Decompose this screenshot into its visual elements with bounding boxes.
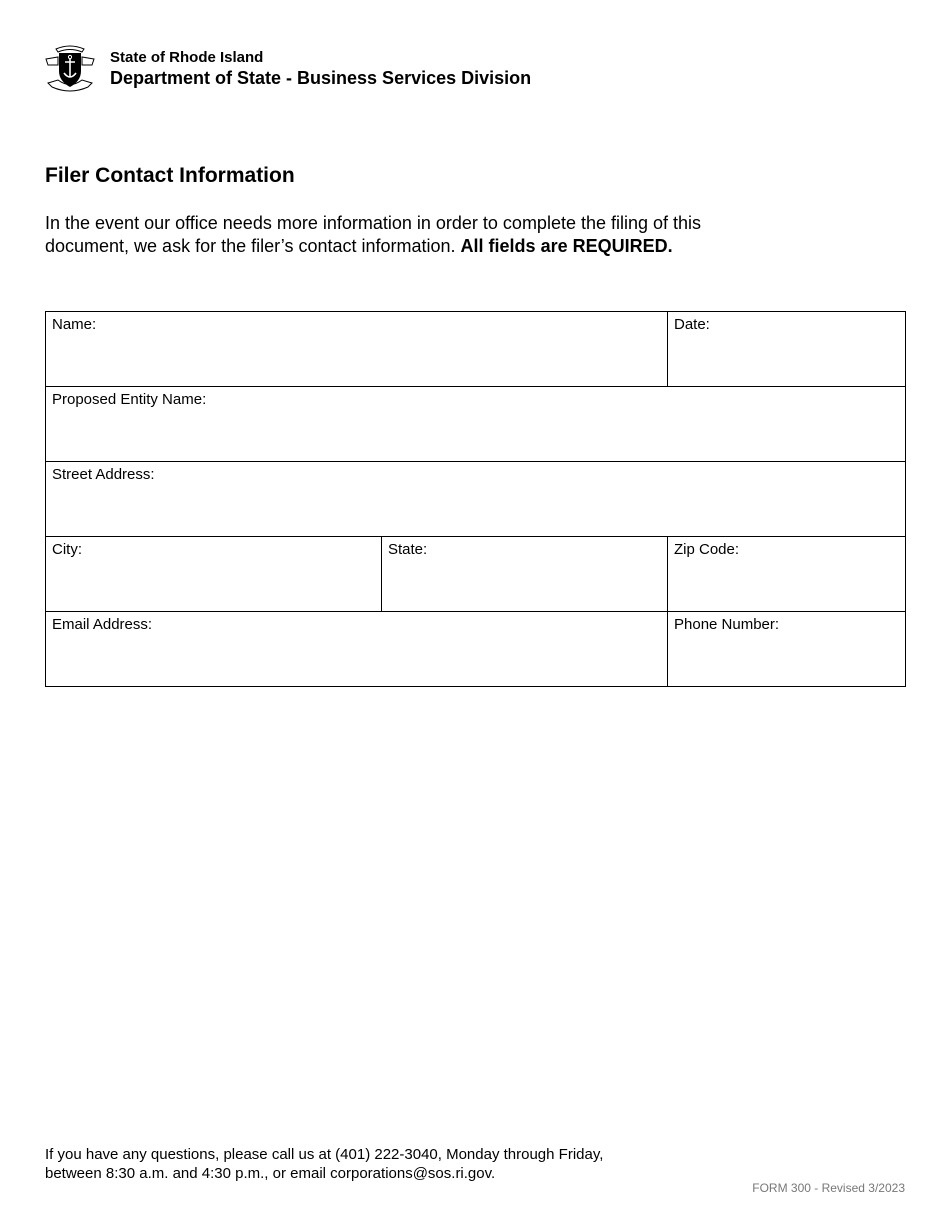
- date-input[interactable]: [674, 339, 899, 356]
- form-row: [46, 312, 906, 387]
- header-text: [110, 48, 531, 89]
- intro-text: In the event our office needs more information in order to complete the filing of this document, we ask for the filer’s contact information.: [45, 213, 702, 256]
- footer-line-2: between 8:30 a.m. and 4:30 p.m., or email corporations@sos.ri.gov.: [45, 1165, 496, 1182]
- footer-contact-text: [45, 1145, 603, 1183]
- zip-cell: [668, 537, 906, 612]
- name-input[interactable]: [52, 339, 661, 356]
- zip-code-label: Zip Code:: [674, 541, 740, 558]
- street-cell: [46, 462, 906, 537]
- page-title: Filer Contact Information: [45, 164, 295, 187]
- city-cell: [46, 537, 382, 612]
- state-label: State:: [388, 541, 428, 558]
- city-label: City:: [52, 541, 82, 558]
- city-input[interactable]: [52, 564, 375, 581]
- page-header: [44, 43, 531, 93]
- intro-paragraph: [45, 212, 765, 258]
- street-address-label: Street Address:: [52, 466, 155, 483]
- phone-number-input[interactable]: [674, 639, 899, 656]
- department-name: Department of State - Business Services Division: [110, 67, 532, 88]
- phone-cell: [668, 612, 906, 687]
- entity-cell: [46, 387, 906, 462]
- email-address-label: Email Address:: [52, 616, 153, 633]
- date-label: Date:: [674, 316, 710, 333]
- email-cell: [46, 612, 668, 687]
- entity-name-input[interactable]: [52, 414, 899, 431]
- form-number: FORM 300 - Revised 3/2023: [752, 1181, 905, 1195]
- state-input[interactable]: [388, 564, 661, 581]
- date-cell: [668, 312, 906, 387]
- rhode-island-seal-icon: [44, 43, 96, 93]
- street-address-input[interactable]: [52, 489, 899, 506]
- required-notice: All fields are REQUIRED.: [460, 236, 673, 256]
- form-row: [46, 462, 906, 537]
- name-cell: [46, 312, 668, 387]
- state-name: State of Rhode Island: [110, 48, 264, 66]
- entity-name-label: Proposed Entity Name:: [52, 391, 207, 408]
- form-row: [46, 387, 906, 462]
- state-cell: [382, 537, 668, 612]
- footer-line-1: If you have any questions, please call us at (401) 222-3040, Monday through Friday,: [45, 1146, 604, 1163]
- phone-number-label: Phone Number:: [674, 616, 780, 633]
- email-address-input[interactable]: [52, 639, 661, 656]
- form-row: [46, 537, 906, 612]
- contact-form: [45, 311, 906, 687]
- zip-code-input[interactable]: [674, 564, 899, 581]
- form-row: [46, 612, 906, 687]
- name-label: Name:: [52, 316, 97, 333]
